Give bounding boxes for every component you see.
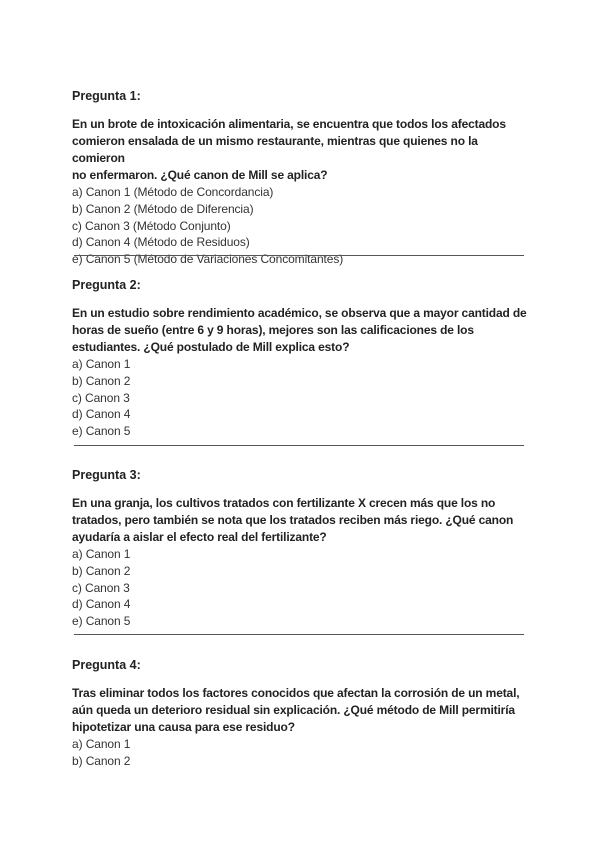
question-2 bbox=[72, 277, 527, 440]
question-3 bbox=[72, 467, 527, 630]
option-c: c) Canon 3 bbox=[72, 580, 130, 595]
question-text bbox=[72, 685, 527, 736]
question-text-line: En un estudio sobre rendimiento académico, se observa que a mayor cantidad de bbox=[72, 306, 527, 320]
question-title: Pregunta 4: bbox=[72, 658, 141, 672]
option-b: b) Canon 2 bbox=[72, 563, 131, 578]
option-d: d) Canon 4 bbox=[72, 597, 131, 612]
section-divider bbox=[74, 445, 524, 446]
question-text-line: En un brote de intoxicación alimentaria, se encuentra que todos los afectados bbox=[72, 117, 506, 131]
option-a: a) Canon 1 bbox=[72, 547, 131, 561]
option-c: c) Canon 3 bbox=[72, 390, 130, 405]
question-text bbox=[72, 305, 527, 356]
question-title: Pregunta 1: bbox=[72, 89, 141, 103]
options-list bbox=[72, 356, 527, 440]
question-text-line: horas de sueño (entre 6 y 9 horas), mejores son las calificaciones de los bbox=[72, 323, 474, 337]
question-title: Pregunta 3: bbox=[72, 468, 141, 482]
option-e: e) Canon 5 (Método de Variaciones Concomitantes) bbox=[72, 252, 344, 267]
question-text-line: tratados, pero también se nota que los tratados reciben más riego. ¿Qué canon bbox=[72, 513, 514, 527]
question-1 bbox=[72, 88, 527, 268]
question-text bbox=[72, 116, 527, 184]
option-b: b) Canon 2 (Método de Diferencia) bbox=[72, 201, 254, 216]
option-c: c) Canon 3 (Método Conjunto) bbox=[72, 218, 231, 233]
question-text-line: estudiantes. ¿Qué postulado de Mill explica esto? bbox=[72, 340, 350, 354]
option-e: e) Canon 5 bbox=[72, 424, 131, 439]
question-title: Pregunta 2: bbox=[72, 278, 141, 292]
option-a: a) Canon 1 bbox=[72, 357, 131, 371]
question-text-line: aún queda un deterioro residual sin explicación. ¿Qué método de Mill permitiría bbox=[72, 703, 515, 717]
option-e: e) Canon 5 bbox=[72, 614, 131, 629]
question-text-line: hipotetizar una causa para ese residuo? bbox=[72, 720, 295, 734]
options-list bbox=[72, 736, 527, 770]
section-divider bbox=[74, 634, 524, 635]
option-d: d) Canon 4 (Método de Residuos) bbox=[72, 235, 250, 250]
option-a: a) Canon 1 bbox=[72, 737, 131, 751]
option-b: b) Canon 2 bbox=[72, 373, 131, 388]
option-a: a) Canon 1 (Método de Concordancia) bbox=[72, 185, 274, 199]
options-list bbox=[72, 546, 527, 630]
question-text-line: En una granja, los cultivos tratados con fertilizante X crecen más que los no bbox=[72, 496, 496, 510]
question-text-line: ayudaría a aislar el efecto real del fertilizante? bbox=[72, 530, 327, 544]
question-text-line: Tras eliminar todos los factores conocidos que afectan la corrosión de un metal, bbox=[72, 686, 520, 700]
section-divider bbox=[74, 255, 524, 256]
option-d: d) Canon 4 bbox=[72, 407, 131, 422]
question-text-line: no enfermaron. ¿Qué canon de Mill se aplica? bbox=[72, 168, 328, 182]
question-4 bbox=[72, 657, 527, 770]
question-text-line: comieron ensalada de un mismo restaurante, mientras que quienes no la comieron bbox=[72, 134, 478, 165]
question-text bbox=[72, 495, 527, 546]
option-b: b) Canon 2 bbox=[72, 753, 131, 768]
